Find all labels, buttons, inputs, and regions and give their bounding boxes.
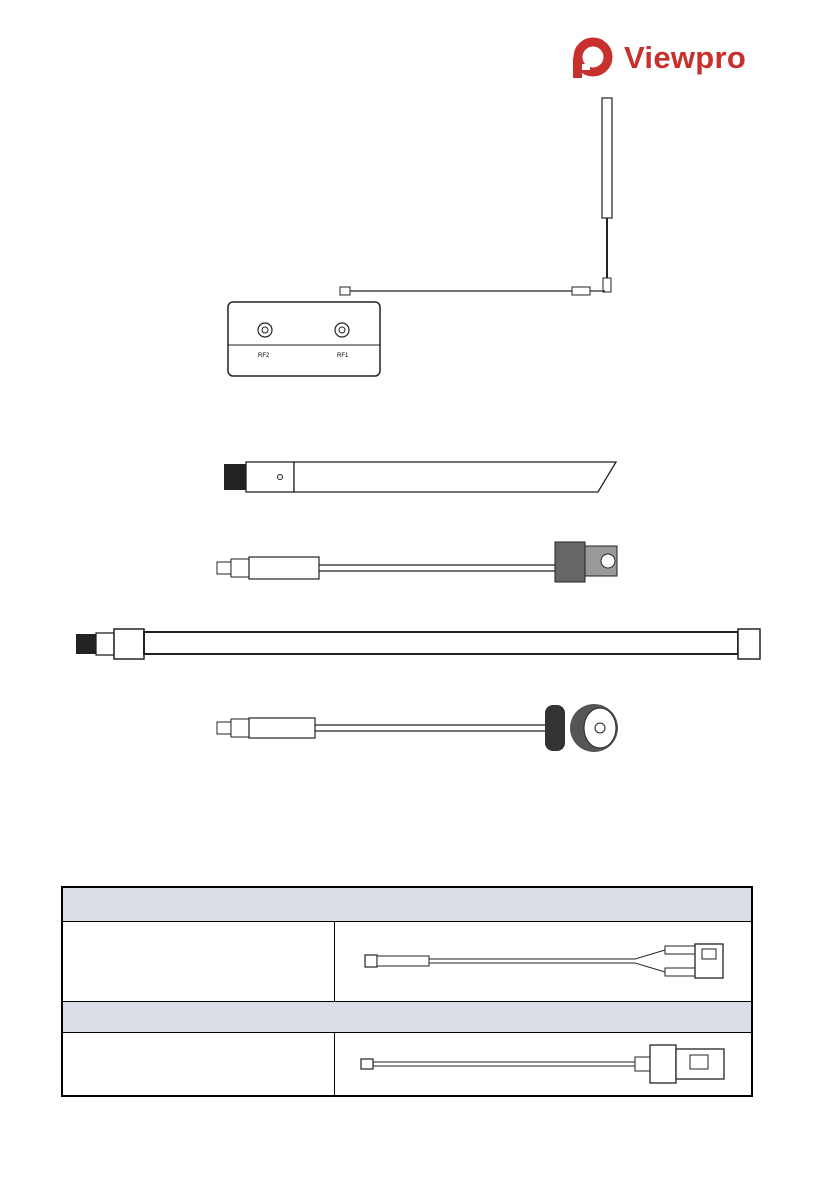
table-row: [63, 922, 751, 1001]
viewpro-logo: [570, 34, 750, 84]
table-cell-label: [63, 922, 335, 1001]
paddle-antenna-icon: [220, 455, 620, 500]
port-label-rf1: RF1: [337, 353, 349, 359]
table-section-header: [63, 1001, 751, 1033]
table-cell-label: [63, 1033, 335, 1095]
table-cell-image: [335, 922, 751, 1001]
table-cell-image: [335, 1033, 751, 1095]
accessory-table: [61, 886, 753, 1097]
viewpro-logo-icon: [570, 34, 616, 80]
table-row: [63, 1033, 751, 1095]
table-section-header: [63, 888, 751, 922]
long-rod-antenna-icon: [70, 625, 765, 665]
sma-adapter-cable-icon: [210, 532, 640, 592]
module-with-whip-antenna-icon: [220, 90, 630, 380]
round-connector-cable-icon: [210, 695, 630, 755]
port-label-rf2: RF2: [258, 353, 270, 359]
rj45-cable-icon: [335, 1033, 751, 1095]
y-split-cable-icon: [335, 922, 751, 1001]
brand-name: Viewpro: [624, 40, 747, 75]
